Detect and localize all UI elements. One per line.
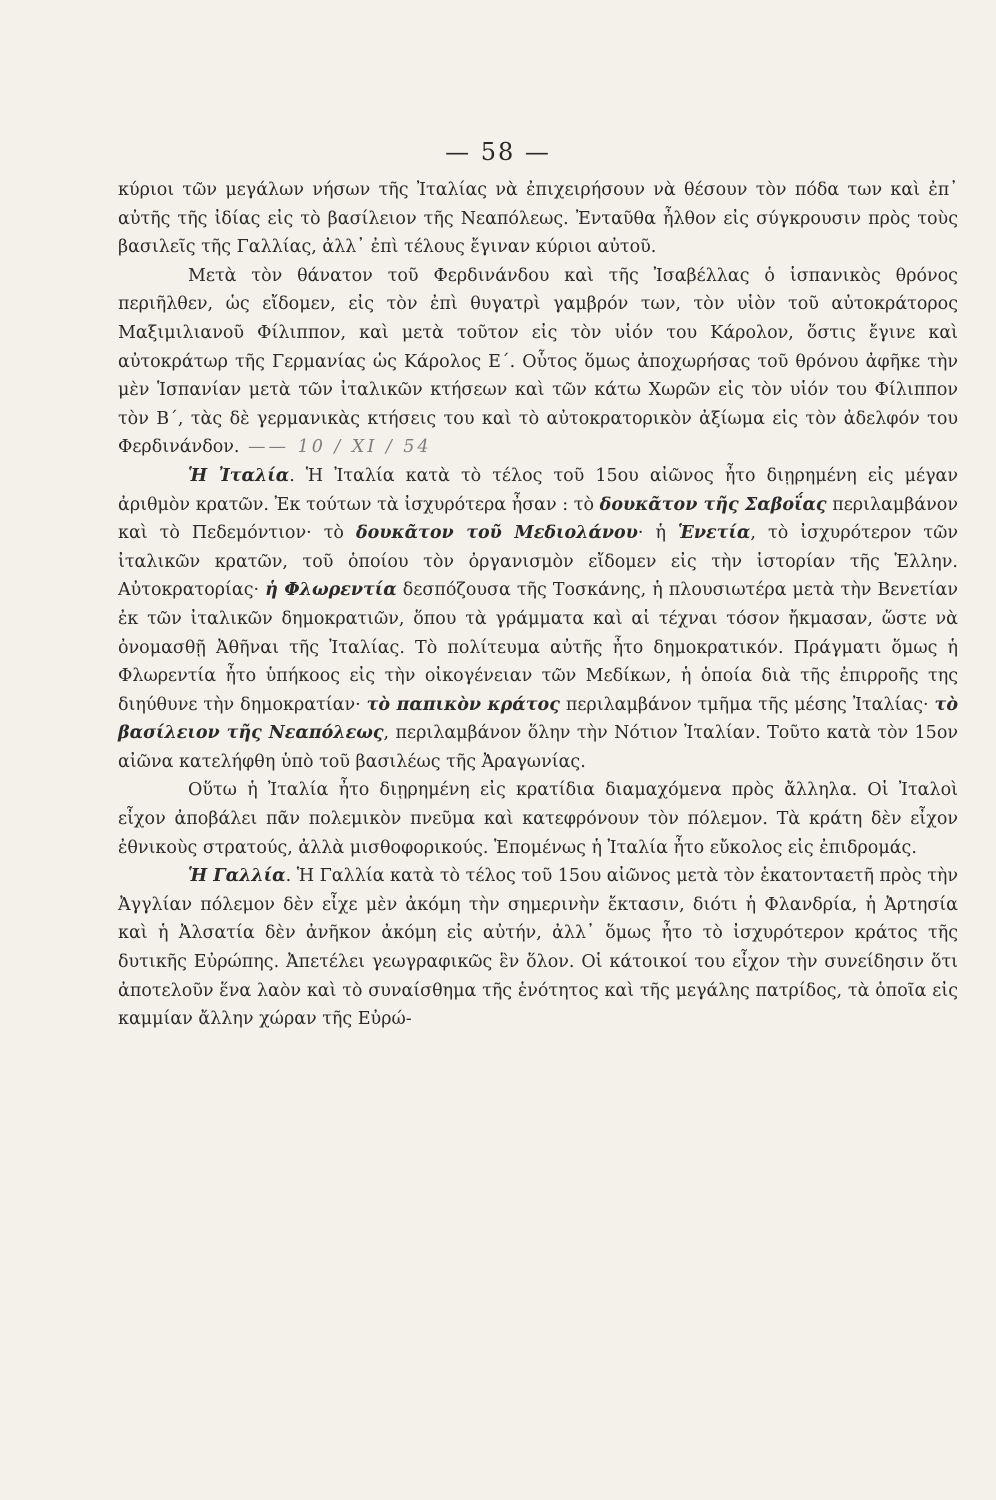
text-run: , τὸ ἰσχυρότερον τῶν ἰταλικῶν κρατῶν, τοῦ ὁποίου τὸν ὀργανισμὸν εἴδομεν εἰς τὴν ἱστορίαν τῆς Ἑλλην. Αὐτοκρατορίας· [118, 523, 958, 601]
text-run: . Ἡ Ἰταλία κατὰ τὸ τέλος τοῦ 15ου αἰῶνος ἦτο διῃρημένη εἰς μέγαν ἀριθμὸν κρατῶν. Ἐκ τούτων τὰ ἰσχυρότερα ἦσαν : τὸ [118, 465, 958, 515]
paragraph [118, 176, 958, 262]
text-run: , περιλαμβάνον ὅλην τὴν Νότιον Ἰταλίαν. Τοῦτο κατὰ τὸν 15ον αἰῶνα κατελήφθη ὑπὸ τοῦ βασιλέως τῆς Ἀραγωνίας. [118, 723, 958, 772]
body-text [118, 176, 958, 1034]
heading-term: δουκᾶτον τοῦ Μεδιολάνου [355, 523, 638, 544]
paragraph [118, 776, 958, 862]
paragraph [118, 262, 958, 462]
text-run: περιλαμβάνον καὶ τὸ Πεδεμόντιον· τὸ [118, 494, 958, 544]
paragraph [118, 862, 958, 1034]
text-run: περιλαμβάνον τμῆμα τῆς μέσης Ἰταλίας· [559, 694, 935, 715]
text-run: · ἡ [637, 523, 678, 544]
heading-term: τὸ παπικὸν κράτος [366, 694, 560, 715]
heading-term: Ἡ Ἰταλία [188, 465, 290, 486]
text-run: . Ἡ Γαλλία κατὰ τὸ τέλος τοῦ 15ου αἰῶνος μετὰ τὸν ἑκατονταετῆ πρὸς τὴν Ἀγγλίαν πόλεμον δὲν εἶχε μὲν ἀκόμη τὴν σημερινὴν ἔκτασιν, διότι ἡ Φλανδρία, ἡ Ἀρτησία καὶ ἡ Ἀλσατία δὲν ἀνῆκον ἀκόμη εἰς αὐτήν, ἀλλ᾽ ὅμως ἦτο τὸ ἰσχυρότερον κράτος τῆς δυτικῆς Εὐρώπης. Ἀπετέλει γεωγραφικῶς ἓν ὅλον. Οἱ κάτοικοί του εἶχον τὴν συνείδησιν ὅτι ἀποτελοῦν ἕνα λαὸν καὶ τὸ συναίσθημα τῆς ἑνότητος καὶ τῆς μεγάλης πατρίδος, τὰ ὁποῖα εἰς καμμίαν ἄλλην χώραν τῆς Εὐρώ- [118, 866, 959, 1030]
text-run: κύριοι τῶν μεγάλων νήσων τῆς Ἰταλίας νὰ ἐπιχειρήσουν νὰ θέσουν τὸν πόδα των καὶ ἐπ᾽ αὐτῆς τῆς ἰδίας εἰς τὸ βασίλειον τῆς Νεαπόλεως. Ἐνταῦθα ἦλθον εἰς σύγκρουσιν πρὸς τοὺς βασιλεῖς τῆς Γαλλίας, ἀλλ᾽ ἐπὶ τέλους ἔγιναν κύριοι αὐτοῦ. [118, 180, 958, 258]
heading-term: ἡ Φλωρεντία [265, 580, 397, 601]
page-number: — 58 — [445, 138, 551, 166]
text-run: Μετὰ τὸν θάνατον τοῦ Φερδινάνδου καὶ τῆς Ἰσαβέλλας ὁ ἱσπανικὸς θρόνος περιῆλθεν, ὡς εἴδομεν, εἰς τὸν ἐπὶ θυγατρὶ γαμβρόν των, τὸν υἱὸν τοῦ αὐτοκράτορος Μαξιμιλιανοῦ Φίλιππον, καὶ μετὰ τοῦτον εἰς τὸν υἱόν του Κάρολον, ὅστις ἔγινε καὶ αὐτοκράτωρ τῆς Γερμανίας ὡς Κάρολος Ε΄. Οὗτος ὅμως ἀποχωρήσας τοῦ θρόνου ἀφῆκε τὴν μὲν Ἱσπανίαν μετὰ τῶν ἰταλικῶν κτήσεων καὶ τῶν κάτω Χωρῶν εἰς τὸν υἱόν του Φίλιππον τὸν Β΄, τὰς δὲ γερμανικὰς κτήσεις του καὶ τὸ αὐτοκρατορικὸν ἀξίωμα εἰς τὸν ἀδελφόν του Φερδινάνδον. [118, 265, 958, 458]
heading-term: Ἡ Γαλλία [188, 866, 286, 887]
paragraph [118, 462, 958, 777]
text-run: Οὕτω ἡ Ἰταλία ἦτο διῃρημένη εἰς κρατίδια διαμαχόμενα πρὸς ἄλληλα. Οἱ Ἰταλοὶ εἶχον ἀποβάλει πᾶν πολεμικὸν πνεῦμα καὶ κατεφρόνουν τὸν πόλεμον. Τὰ κράτη δὲν εἶχον ἐθνικοὺς στρατούς, ἀλλὰ μισθοφορικούς. Ἑπομένως ἡ Ἰταλία ἦτο εὔκολος εἰς ἐπιδρομάς. [118, 780, 958, 858]
heading-term: τὸ βασίλειον τῆς Νεαπόλεως [118, 694, 958, 744]
heading-term: δουκᾶτον τῆς Σαβοΐας [599, 494, 827, 515]
handwritten-date-note: —— 10 / XI / 54 [239, 437, 432, 458]
text-run: δεσπόζουσα τῆς Τοσκάνης, ἡ πλουσιωτέρα μετὰ τὴν Βενετίαν ἐκ τῶν ἰταλικῶν δημοκρατιῶν, ὅπου τὰ γράμματα καὶ αἱ τέχναι τόσον ἤκμασαν, ὥστε νὰ ὀνομασθῇ Ἀθῆναι τῆς Ἰταλίας. Τὸ πολίτευμα αὐτῆς ἦτο δημοκρατικόν. Πράγματι ὅμως ἡ Φλωρεντία ἦτο ὑπήκοος εἰς τὴν οἰκογένειαν τῶν Μεδίκων, ἡ ὁποία διὰ τῆς ἐπιρροῆς της διηύθυνε τὴν δημοκρατίαν· [118, 580, 959, 715]
heading-term: Ἑνετία [678, 523, 751, 544]
